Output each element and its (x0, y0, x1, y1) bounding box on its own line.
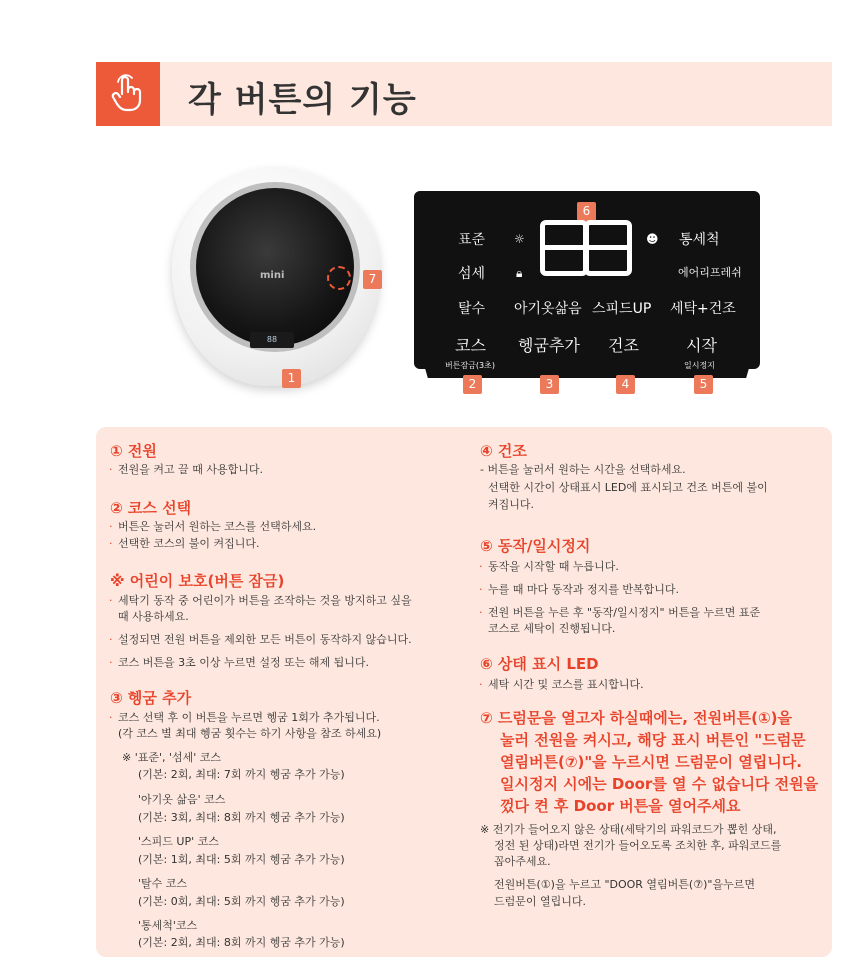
panel-label-wash-dry: 세탁+건조 (670, 301, 736, 317)
panel-label-air-refresh: 에어리프레쉬 (678, 266, 742, 279)
dry-heading: ④ 건조 (480, 442, 527, 460)
rinse-heading: ③ 헹굼 추가 (110, 689, 192, 707)
start-line: 코스로 세탁이 진행됩니다. (488, 622, 616, 635)
door-button-marker (327, 266, 351, 290)
child-lock-line: · 코스 버튼을 3초 이상 누르면 설정 또는 해제 됩니다. (118, 655, 369, 671)
start-heading: ⑤ 동작/일시정지 (480, 537, 591, 555)
course-button-sub: 버튼잠금(3초) (445, 361, 495, 370)
panel-label-speed-up: 스피드UP (592, 301, 652, 317)
display-digit-1 (540, 220, 588, 276)
hand-pointer-icon (96, 62, 160, 126)
panel-label-baby-boil: 아기옷삶음 (514, 301, 582, 317)
title-bar (96, 62, 832, 126)
panel-label-delicate: 섬세 (458, 266, 486, 282)
note-line: 전원버튼(①)을 누르고 "DOOR 열림버튼(⑦)"을누르면 (494, 878, 755, 891)
start-line: · 전원 버튼을 누른 후 "동작/일시정지" 버튼을 누르면 표준 (488, 605, 760, 621)
badge-1: 1 (282, 369, 301, 388)
course-line: · 버튼은 눌러서 원하는 코스를 선택하세요. (118, 519, 316, 535)
note-line: 꼽아주세요. (494, 855, 551, 868)
badge-3: 3 (540, 375, 559, 394)
door-line: 일시정지 시에는 Door를 열 수 없습니다 전원을 (500, 775, 819, 793)
dry-line: 선택한 시간이 상태표시 LED에 표시되고 건조 버튼에 불이 (488, 481, 768, 494)
door-line: 껐다 켠 후 Door 버튼을 열어주세요 (500, 797, 741, 815)
smiley-icon: ☻ (646, 232, 659, 246)
panel-label-tub-clean: 통세척 (679, 232, 720, 248)
dry-button[interactable]: 건조 (608, 336, 639, 355)
panel-label-standard: 표준 (458, 232, 486, 248)
badge-4: 4 (616, 375, 635, 394)
rinse-line: '탈수 코스 (138, 877, 188, 890)
status-heading: ⑥ 상태 표시 LED (480, 655, 599, 673)
note-line: 정전 된 상태)라면 전기가 들어오도록 조치한 후, 파워코드를 (494, 839, 782, 852)
rinse-line: (기본: 1회, 최대: 5회 까지 헹굼 추가 가능) (138, 853, 345, 866)
door-line: ⑦ 드럼문을 열고자 하실때에는, 전원버튼(①)을 (480, 709, 793, 727)
washer-display: 88 (250, 332, 294, 348)
dry-line: - 버튼을 눌러서 원하는 시간을 선택하세요. (480, 463, 686, 476)
status-line: · 세탁 시간 및 코스를 표시합니다. (488, 677, 644, 693)
washer-brand: mini (260, 270, 285, 281)
power-line: · 전원을 켜고 끌 때 사용합니다. (118, 462, 263, 478)
dry-line: 켜집니다. (488, 498, 535, 511)
rinse-add-button[interactable]: 헹굼추가 (518, 336, 580, 355)
rinse-line: '스피드 UP' 코스 (138, 835, 219, 848)
child-lock-heading: ※ 어린이 보호(버튼 잠금) (110, 572, 285, 590)
start-button-sub: 일시정지 (684, 361, 715, 370)
rinse-line: · 코스 선택 후 이 버튼을 누르면 헹굼 1회가 추가됩니다. (118, 710, 380, 726)
note-line: ※ 전기가 들어오지 않은 상태(세탁기의 파워코드가 뽑힌 상태, (480, 823, 777, 836)
badge-2: 2 (463, 375, 482, 394)
start-line: · 누를 때 마다 동작과 정지를 반복합니다. (488, 582, 679, 598)
course-line: · 선택한 코스의 불이 켜집니다. (118, 536, 260, 552)
display-digit-2 (584, 220, 632, 276)
drum (196, 188, 354, 346)
start-line: · 동작을 시작할 때 누릅니다. (488, 559, 619, 575)
lock-icon: 🔒︎ (516, 266, 523, 280)
course-button[interactable]: 코스 (455, 336, 486, 355)
panel-label-spin: 탈수 (458, 301, 486, 317)
sun-icon: ☼ (514, 232, 525, 246)
note-line: 드럼문이 열립니다. (494, 895, 587, 908)
power-heading: ① 전원 (110, 442, 157, 460)
rinse-line: '통세척'코스 (138, 919, 198, 932)
rinse-line: (기본: 2회, 최대: 8회 까지 헹굼 추가 가능) (138, 936, 345, 949)
rinse-line: (기본: 0회, 최대: 5회 까지 헹굼 추가 가능) (138, 895, 345, 908)
badge-5: 5 (694, 375, 713, 394)
rinse-line: (기본: 3회, 최대: 8회 까지 헹굼 추가 가능) (138, 811, 345, 824)
rinse-line: '아기옷 삶음' 코스 (138, 793, 226, 806)
child-lock-line: 때 사용하세요. (118, 610, 189, 623)
badge-6: 6 (577, 202, 596, 221)
badge-7: 7 (363, 270, 382, 289)
course-heading: ② 코스 선택 (110, 499, 192, 517)
page-title: 각 버튼의 기능 (188, 80, 417, 120)
rinse-line: (기본: 2회, 최대: 7회 까지 헹굼 추가 가능) (138, 768, 345, 781)
child-lock-line: · 설정되면 전원 버튼을 제외한 모든 버튼이 동작하지 않습니다. (118, 632, 412, 648)
door-line: 열림버튼(⑦)"을 누르시면 드럼문이 열립니다. (500, 753, 802, 771)
rinse-line: (각 코스 별 최대 헹굼 횟수는 하기 사항을 참조 하세요) (118, 727, 382, 740)
child-lock-line: · 세탁기 동작 중 어린이가 버튼을 조작하는 것을 방지하고 싶을 (118, 593, 412, 609)
start-button[interactable]: 시작 (686, 336, 717, 355)
door-line: 눌러 전원을 켜시고, 해당 표시 버튼인 "드럼문 (500, 731, 806, 749)
rinse-line: ※ '표준', '섬세' 코스 (122, 751, 222, 764)
